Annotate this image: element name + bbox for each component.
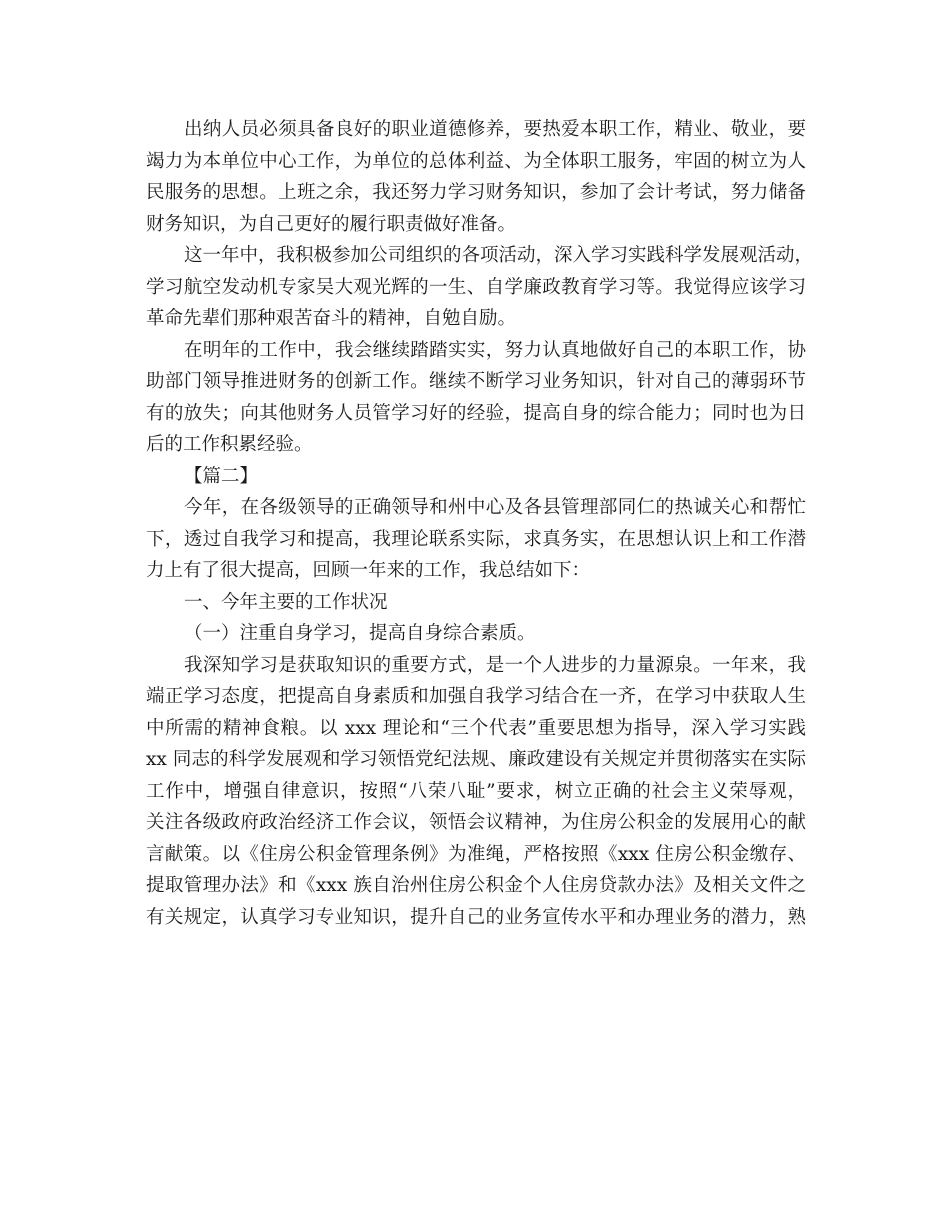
text-line: 下，透过自我学习和提高，我理论联系实际，求真务实，在思想认识上和工作潜: [146, 528, 806, 550]
text-line: 助部门领导推进财务的创新工作。继续不断学习业务知识，针对自己的薄弱环节: [146, 371, 806, 392]
text-line: 中所需的精神食粮。以 xxx 理论和“三个代表”重要思想为指导，深入学习实践: [146, 717, 806, 739]
text-line: 我深知学习是获取知识的重要方式，是一个人进步的力量源泉。一年来，我: [184, 654, 806, 676]
text-line: 财务知识，为自己更好的履行职责做好准备。: [146, 213, 517, 235]
text-line: 革命先辈们那种艰苦奋斗的精神，自勉自励。: [146, 308, 517, 329]
text-line: 这一年中，我积极参加公司组织的各项活动，深入学习实践科学发展观活动，: [184, 245, 814, 266]
text-line: 学习航空发动机专家吴大观光辉的一生、自学廉政教育学习等。我觉得应该学习: [146, 276, 806, 298]
text-line: 言献策。以《住房公积金管理条例》为准绳，严格按照《xxx 住房公积金缴存、: [146, 843, 806, 865]
text-line: 后的工作积累经验。: [146, 434, 313, 455]
text-line: 今年，在各级领导的正确领导和州中心及各县管理部同仁的热诚关心和帮忙: [184, 497, 806, 518]
text-line: 端正学习态度，把提高自身素质和加强自我学习结合在一齐，在学习中获取人生: [146, 686, 806, 707]
text-line: 【篇二】: [184, 465, 259, 487]
text-line: 一、今年主要的工作状况: [184, 591, 388, 613]
text-line: 力上有了很大提高，回顾一年来的工作，我总结如下：: [146, 560, 591, 581]
text-line: 出纳人员必须具备良好的职业道德修养，要热爱本职工作，精业、敬业，要: [184, 119, 806, 140]
text-line: 在明年的工作中，我会继续踏踏实实，努力认真地做好自己的本职工作，协: [184, 339, 806, 361]
text-line: 有关规定，认真学习专业知识，提升自己的业务宣传水平和办理业务的潜力，熟: [146, 906, 806, 928]
document-body: [146, 114, 814, 933]
text-line: xx 同志的科学发展观和学习领悟党纪法规、廉政建设有关规定并贯彻落实在实际: [146, 749, 806, 770]
text-line: 有的放失；向其他财务人员管学习好的经验，提高自身的综合能力；同时也为日: [146, 402, 806, 424]
text-line: 工作中，增强自律意识，按照“八荣八耻”要求，树立正确的社会主义荣辱观，: [146, 780, 806, 802]
text-line: 竭力为本单位中心工作，为单位的总体利益、为全体职工服务，牢固的树立为人: [146, 150, 806, 172]
text-line: 关注各级政府政治经济工作会议，领悟会议精神，为住房公积金的发展用心的献: [146, 812, 806, 833]
text-line: （一）注重自身学习，提高自身综合素质。: [184, 623, 536, 644]
text-line: 提取管理办法》和《xxx 族自治州住房公积金个人住房贷款办法》及相关文件之: [146, 875, 806, 896]
text-line: 民服务的思想。上班之余，我还努力学习财务知识，参加了会计考试，努力储备: [146, 182, 806, 203]
